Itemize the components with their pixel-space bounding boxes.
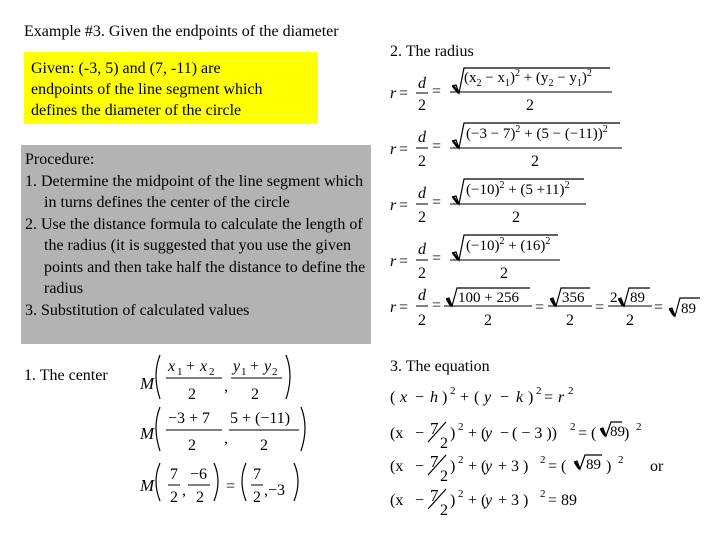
center-num-x2: x	[200, 358, 208, 375]
equation-standard: ( x − h ) 2 + ( y − k ) 2 = r 2	[390, 385, 574, 406]
radius-expr: $(-10)^2 + (5 +11)^2$	[466, 180, 570, 198]
radius-r: r	[390, 141, 397, 158]
radius-eq: =	[399, 141, 409, 158]
equation-line-4: (x −	[390, 492, 425, 509]
equation-rad: 89	[610, 424, 625, 440]
radius-denom: 2	[566, 312, 574, 329]
radius-denom: 2	[526, 97, 534, 114]
center-label: 1. The center	[24, 367, 108, 384]
procedure-item: 2. Use the distance formula to calculate the length of the radius (it is suggested that you use the given points and then take half the distance to define the radius	[25, 215, 366, 297]
procedure-item: 1. Determine the midpoint of the line segment which in turns defines the center of the circle	[25, 172, 364, 211]
procedure-heading: Procedure:	[25, 151, 95, 168]
radius-expr: 100 + 256	[458, 290, 519, 306]
given-line: Given: (-3, 5) and (7, -11) are	[31, 60, 221, 77]
center-denom: 2	[196, 489, 204, 506]
equation-line-3-rest: ) 2 + (y + 3 ) 2 = ( ) 2 or	[450, 454, 664, 475]
equation-frac-num: 7	[430, 486, 439, 505]
equation-rad: 89	[586, 457, 601, 473]
center-num-y: y	[233, 358, 241, 375]
radius-eq: =	[432, 194, 442, 211]
center-formula	[130, 345, 320, 515]
equation-frac-num: 7	[430, 419, 439, 438]
equation-frac-den: 2	[440, 502, 448, 519]
radius-d: d	[418, 75, 426, 92]
radius-eq: =	[399, 85, 409, 102]
radius-label: 2. The radius	[390, 43, 474, 60]
radius-eq: =	[432, 250, 442, 267]
equation-line-2: (x −	[390, 425, 425, 442]
radius-expr: $(x_2 - x_1)^2 + (y_2 - y_1)^2$	[464, 68, 592, 89]
center-sub: 1	[177, 366, 183, 378]
center-num-y2: y	[264, 358, 272, 375]
center-M: M	[140, 374, 155, 393]
equation-line-4-rest: ) 2 + (y + 3 ) 2 = 89	[450, 488, 578, 509]
radius-denom: 2	[418, 97, 426, 114]
radius-denom: 2	[418, 209, 426, 226]
center-denom: 2	[260, 437, 268, 454]
center-comma: ,	[182, 482, 186, 499]
radius-coef: 2	[610, 290, 618, 306]
procedure-box	[21, 145, 371, 344]
equation-frac-num: 7	[430, 452, 439, 471]
radius-denom: 2	[418, 265, 426, 282]
given-line: endpoints of the line segment which	[31, 81, 263, 98]
radius-expr: 356	[562, 290, 585, 306]
center-num-x: x	[168, 358, 176, 375]
radius-eq: =	[432, 83, 442, 100]
radius-denom: 2	[418, 312, 426, 329]
radius-eq: =	[595, 299, 605, 316]
radius-eq: =	[535, 299, 545, 316]
slide-title: Example #3. Given the endpoints of the diameter	[24, 23, 339, 40]
center-num-y: 5 + (−11)	[230, 410, 291, 427]
center-num-x: −3 + 7	[168, 410, 211, 427]
center-result-y: ,−3	[264, 482, 286, 499]
radius-expr: $(-10)^2 + (16)^2$	[466, 236, 551, 254]
equation-frac-den: 2	[440, 468, 448, 485]
radius-result: 89	[681, 301, 696, 317]
center-M: M	[140, 424, 155, 443]
radius-d: d	[418, 129, 426, 146]
radius-r: r	[390, 85, 397, 102]
center-sub: 2	[209, 366, 215, 378]
equation-line-3: (x −	[390, 458, 425, 475]
center-num-y: −6	[190, 466, 208, 483]
procedure-item: 3. Substitution of calculated values	[25, 301, 250, 319]
radius-r: r	[390, 253, 397, 270]
center-denom: 2	[188, 386, 196, 403]
center-denom: 2	[170, 489, 178, 506]
center-plus: +	[250, 358, 260, 375]
radius-eq: =	[399, 299, 409, 316]
radius-eq: =	[399, 253, 409, 270]
center-num-x: 7	[170, 466, 178, 483]
radius-denom: 2	[531, 153, 539, 170]
radius-denom: 2	[512, 209, 520, 226]
center-eq: =	[226, 478, 236, 495]
center-comma: ,	[224, 430, 228, 447]
radius-denom: 2	[418, 153, 426, 170]
equation-label: 3. The equation	[390, 358, 490, 375]
radius-denom: 2	[484, 312, 492, 329]
radius-expr: 89	[630, 290, 645, 306]
center-plus: +	[186, 358, 196, 375]
radius-d: d	[418, 241, 426, 258]
center-sub: 1	[241, 366, 247, 378]
radius-denom: 2	[626, 312, 634, 329]
radius-expr: $(-3 - 7)^2 + (5 - (-11))^2$	[466, 124, 608, 142]
radius-d: d	[418, 287, 426, 304]
center-num-x: 7	[253, 466, 261, 483]
radius-r: r	[390, 299, 397, 316]
radius-r: r	[390, 197, 397, 214]
radius-formulas	[388, 62, 710, 342]
equation-line-2-rest: ) 2 + (y − ( − 3 )) 2 = ( ) 2	[450, 421, 642, 442]
equation-frac-den: 2	[440, 435, 448, 452]
equation-formulas	[388, 378, 718, 528]
radius-eq: =	[399, 197, 409, 214]
center-comma: ,	[224, 378, 228, 395]
radius-denom: 2	[500, 265, 508, 282]
radius-eq: =	[654, 299, 664, 316]
center-sub: 2	[272, 366, 278, 378]
radius-eq: =	[432, 138, 442, 155]
center-denom: 2	[251, 386, 259, 403]
center-denom: 2	[188, 437, 196, 454]
radius-eq: =	[432, 297, 442, 314]
center-M: M	[140, 476, 155, 495]
radius-d: d	[418, 185, 426, 202]
given-line: defines the diameter of the circle	[31, 102, 242, 119]
given-box	[24, 52, 318, 124]
center-denom: 2	[253, 489, 261, 506]
